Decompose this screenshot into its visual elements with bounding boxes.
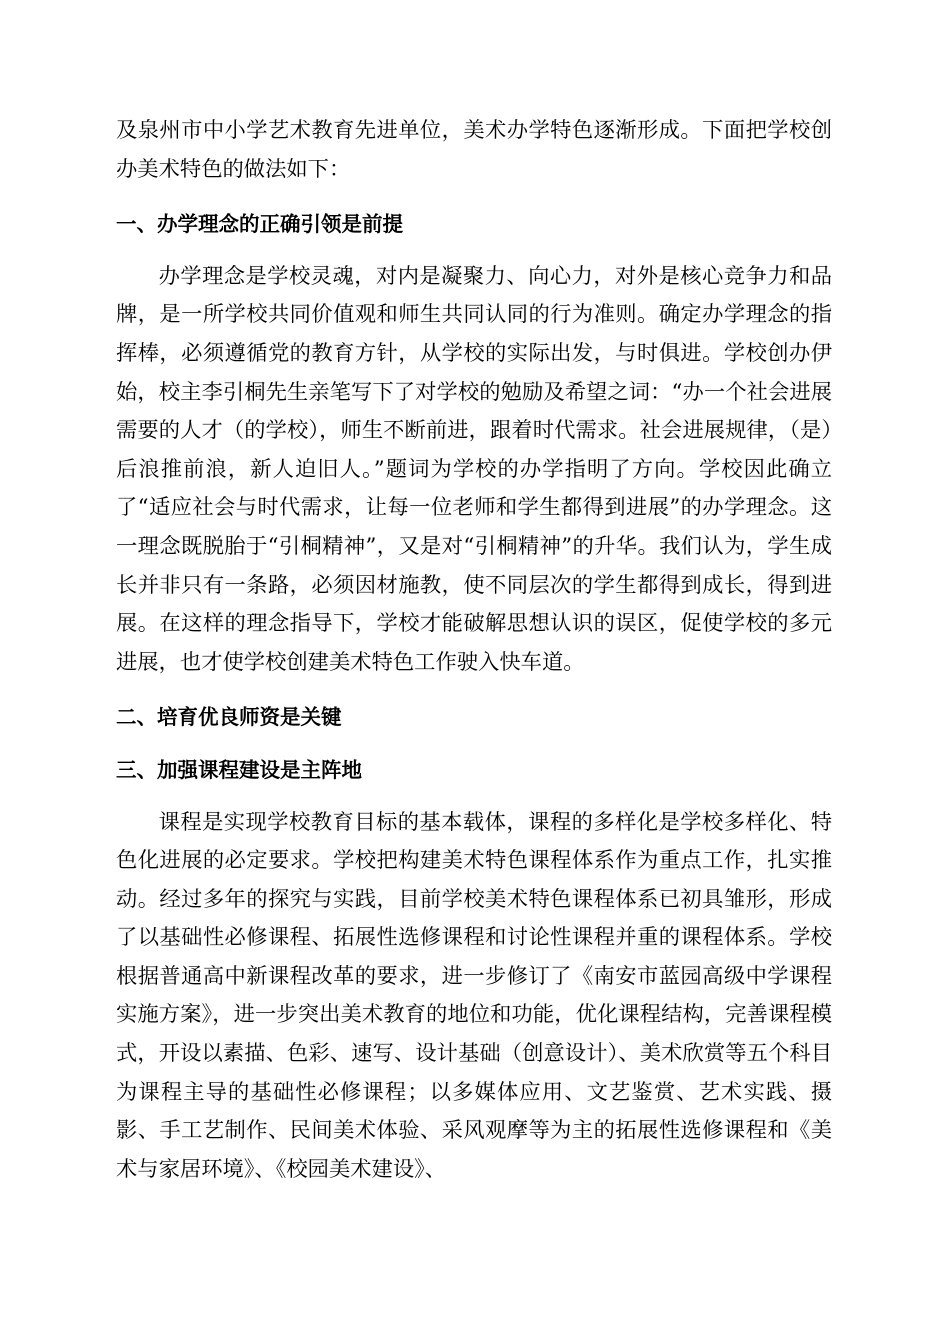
section-heading-3: 三、加强课程建设是主阵地 (116, 757, 362, 782)
intro-paragraph: 及泉州市中小学艺术教育先进单位，美术办学特色逐渐形成。下面把学校创办美术特色的做法如下： (116, 118, 832, 182)
section-1-paragraph: 办学理念是学校灵魂，对内是凝聚力、向心力，对外是核心竞争力和品牌，是一所学校共同价值观和师生共同认同的行为准则。确定办学理念的指挥棒，必须遵循党的教育方针，从学校的实际出发，与时俱进。学校创办伊始，校主李引桐先生亲笔写下了对学校的勉励及希望之词：“办一个社会进展需要的人才（的学校），师生不断前进，跟着时代需求。社会进展规律，（是）后浪推前浪，新人迫旧人。”题词为学校的办学指明了方向。学校因此确立了“适应社会与时代需求，让每一位老师和学生都得到进展”的办学理念。这一理念既脱胎于“引桐精神”，又是对“引桐精神”的升华。我们认为，学生成长并非只有一条路，必须因材施教，使不同层次的学生都得到成长，得到进展。在这样的理念指导下，学校才能破解思想认识的误区，促使学校的多元进展，也才使学校创建美术特色工作驶入快车道。 (116, 263, 832, 675)
document-page (116, 112, 832, 1189)
section-heading-1: 一、办学理念的正确引领是前提 (116, 212, 403, 237)
section-heading-2: 二、培育优良师资是关键 (116, 705, 342, 730)
section-3-paragraph: 课程是实现学校教育目标的基本载体，课程的多样化是学校多样化、特色化进展的必定要求。学校把构建美术特色课程体系作为重点工作，扎实推动。经过多年的探究与实践，目前学校美术特色课程体系已初具雏形，形成了以基础性必修课程、拓展性选修课程和讨论性课程并重的课程体系。学校根据普通高中新课程改革的要求，进一步修订了《南安市蓝园高级中学课程实施方案》，进一步突出美术教育的地位和功能，优化课程结构，完善课程模式，开设以素描、色彩、速写、设计基础（创意设计）、美术欣赏等五个科目为课程主导的基础性必修课程；以多媒体应用、文艺鉴赏、艺术实践、摄影、手工艺制作、民间美术体验、采风观摩等为主的拓展性选修课程和《美术与家居环境》、《校园美术建设》、 (116, 809, 832, 1182)
